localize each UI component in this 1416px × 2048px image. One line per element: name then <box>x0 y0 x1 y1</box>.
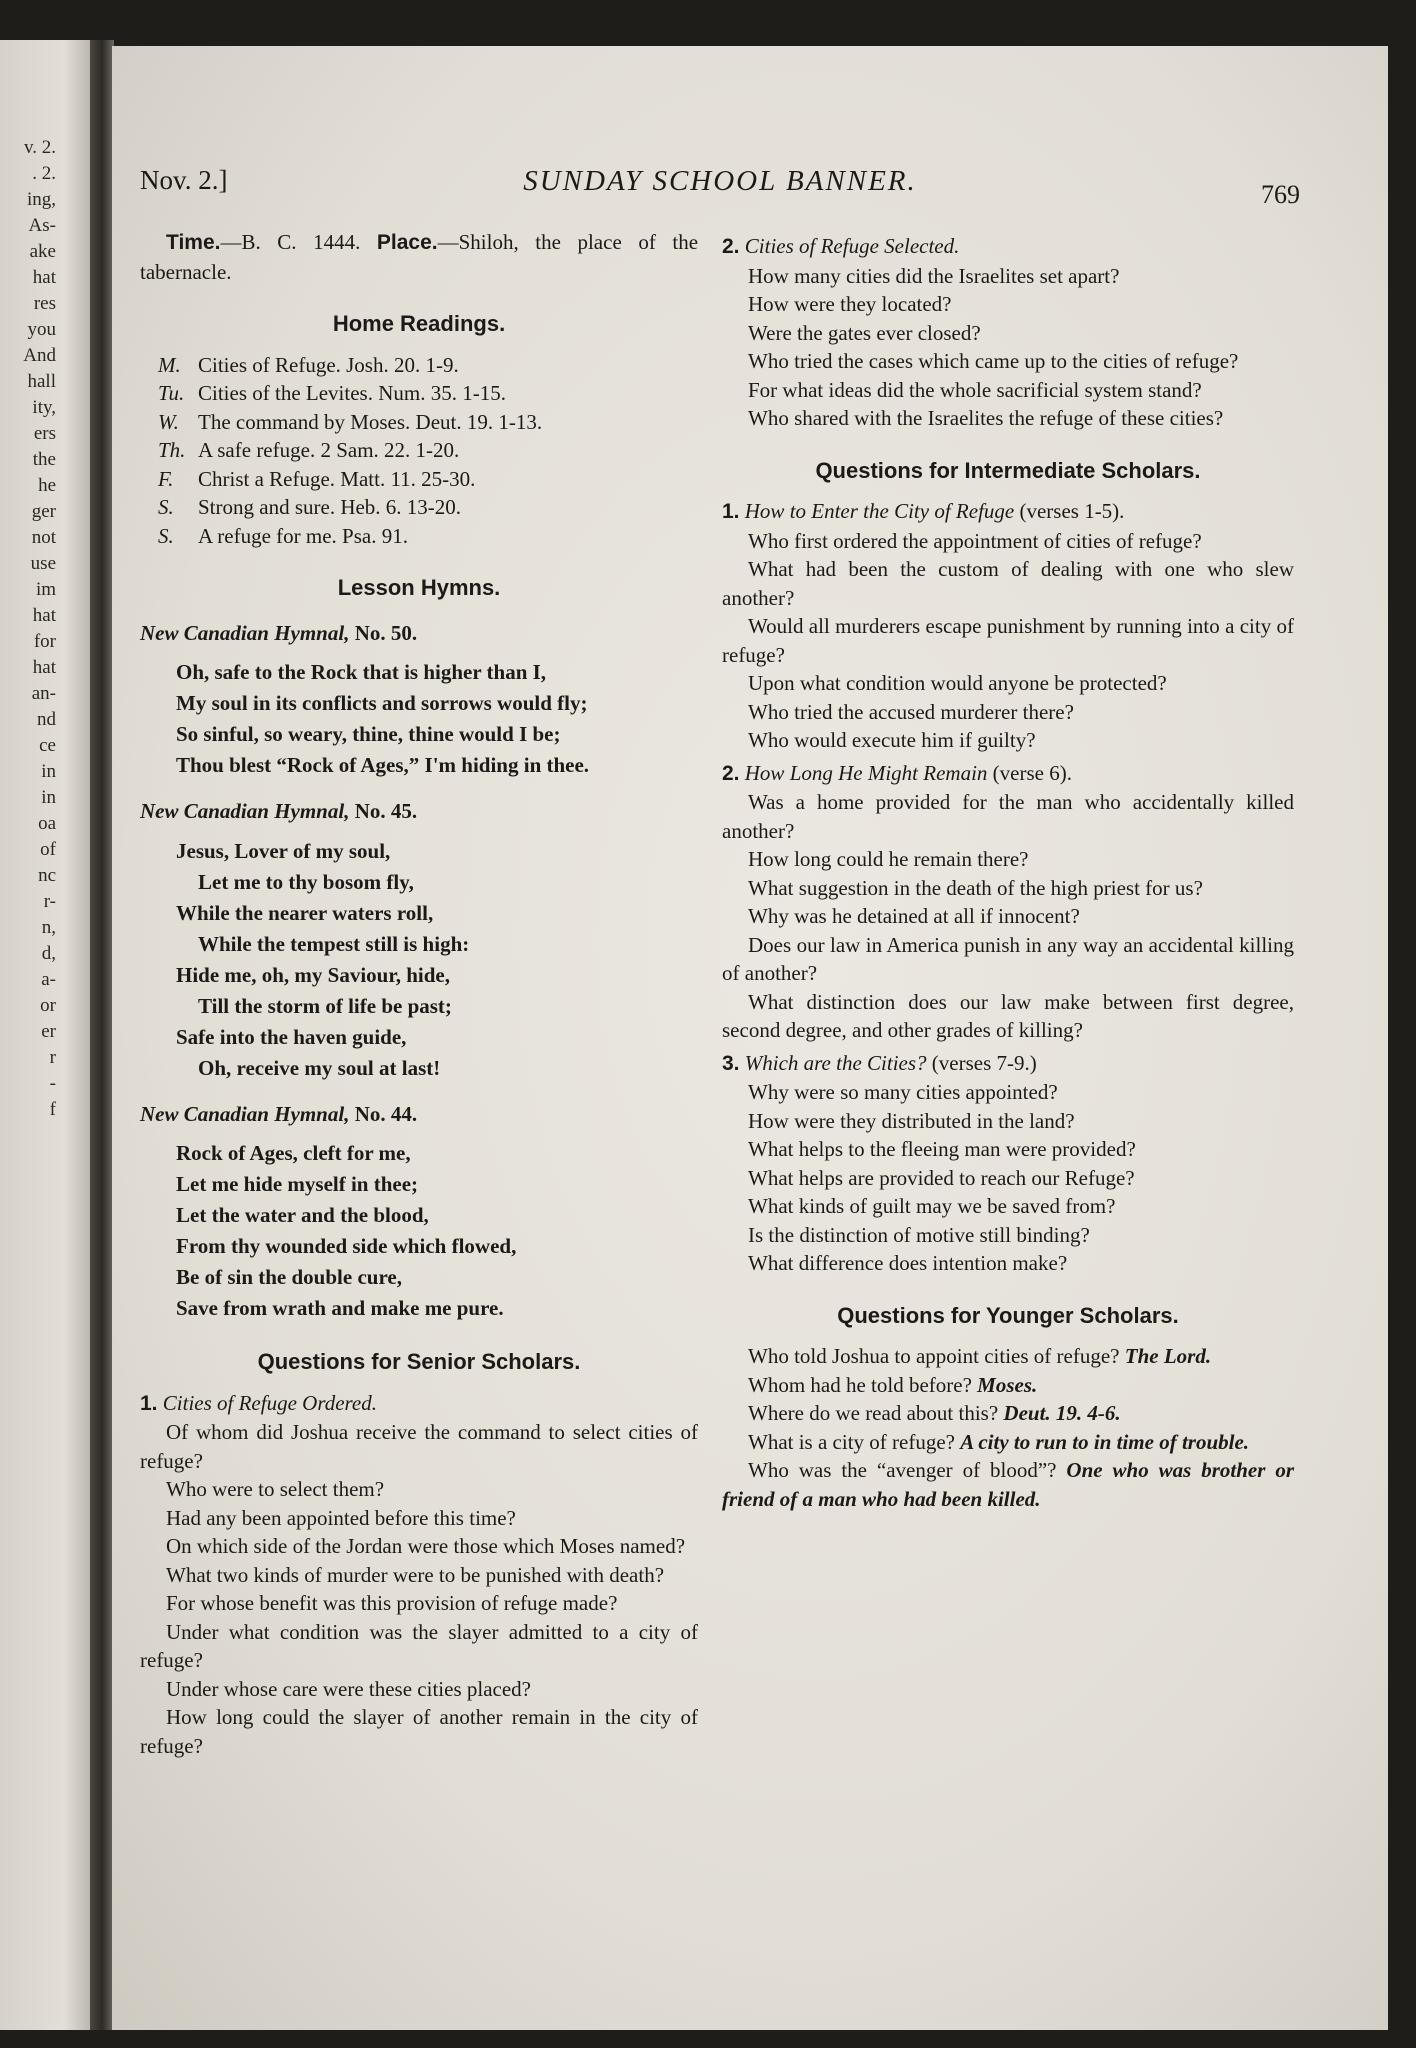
hymn-line: My soul in its conflicts and sorrows would fly; <box>176 691 588 715</box>
section-verses: (verse 6). <box>992 760 1072 785</box>
previous-page-fragment: he <box>38 475 56 496</box>
previous-page-fragment: a- <box>41 969 56 990</box>
section-number: 2. <box>722 761 740 785</box>
reading-text: The command by Moses. Deut. 19. 1-13. <box>198 409 543 434</box>
hymn-line: Be of sin the double cure, <box>176 1265 402 1289</box>
hymn-line: Save from wrath and make me pure. <box>176 1296 504 1320</box>
question: On which side of the Jordan were those which Moses named? <box>166 1534 686 1558</box>
senior-scholars-heading: Questions for Senior Scholars. <box>257 1349 581 1374</box>
hymn-number: No. 50. <box>354 620 418 645</box>
hymn-line: Jesus, Lover of my soul, <box>176 838 391 863</box>
section-title: How to Enter the City of Refuge <box>744 499 1015 523</box>
previous-page-fragment: And <box>23 345 56 366</box>
place-text: —Shiloh, the place of the tabernacle. <box>140 230 699 284</box>
senior-section-1-questions <box>140 1418 698 1760</box>
younger-question-answer <box>722 1456 1294 1513</box>
answer-text: Deut. 19. 4-6. <box>1003 1401 1121 1425</box>
previous-page-fragment: oa <box>38 813 56 834</box>
previous-page-fragment: ake <box>29 241 56 262</box>
question: What kinds of guilt may we be saved from? <box>748 1194 1116 1218</box>
question-text: Who was the “avenger of blood”? <box>748 1458 1057 1482</box>
previous-page-fragment: in <box>41 761 56 782</box>
younger-question-answer <box>722 1428 1294 1457</box>
previous-page-fragment: im <box>35 579 56 600</box>
previous-page-fragment: . 2. <box>32 163 56 184</box>
previous-page-fragment: hall <box>27 371 56 392</box>
hymn-number: No. 44. <box>354 1101 418 1126</box>
hymn-source-name: New Canadian Hymnal, <box>140 1101 350 1126</box>
previous-page-fragment: an- <box>31 683 56 704</box>
previous-page-fragment: n, <box>41 917 56 938</box>
question: What two kinds of murder were to be punished with death? <box>166 1562 665 1587</box>
header-date: Nov. 2.] <box>140 165 228 195</box>
hymn-line: While the nearer waters roll, <box>176 900 434 925</box>
question: For whose benefit was this provision of refuge made? <box>166 1591 618 1615</box>
question-text: Who told Joshua to appoint cities of refuge? <box>748 1344 1120 1368</box>
section-title: Which are the Cities? <box>744 1050 927 1075</box>
younger-scholars-heading: Questions for Younger Scholars. <box>837 1302 1179 1328</box>
home-readings-list <box>140 351 698 551</box>
previous-page-fragment: - <box>49 1073 56 1094</box>
previous-page-fragment: ce <box>39 735 56 756</box>
question-text: Whom had he told before? <box>748 1372 972 1397</box>
question: What suggestion in the death of the high priest for us? <box>748 875 1203 900</box>
intermediate-section-heading <box>722 497 1294 527</box>
intermediate-section-heading <box>722 1049 1294 1079</box>
page-header <box>140 165 1300 213</box>
hymn-line: Let the water and the blood, <box>176 1203 429 1227</box>
home-reading-item <box>140 436 698 465</box>
question: Who were to select them? <box>166 1477 385 1501</box>
hymn-line: So sinful, so weary, thine, thine would I be; <box>176 722 561 746</box>
time-text: —B. C. 1444. <box>220 230 361 254</box>
previous-page-fragment: not <box>31 527 56 548</box>
hymn-line: Let me to thy bosom fly, <box>198 869 414 894</box>
younger-question-answer <box>722 1399 1294 1428</box>
previous-page-fragment: d, <box>41 943 56 964</box>
previous-page-fragment: r <box>49 1047 56 1068</box>
hymn-line: Hide me, oh, my Saviour, hide, <box>176 962 451 987</box>
reading-text: Cities of the Levites. Num. 35. 1-15. <box>198 381 506 405</box>
previous-page-fragment: ity, <box>32 397 56 418</box>
reading-day: S. <box>158 523 174 548</box>
question: Is the distinction of motive still binding? <box>748 1222 1090 1247</box>
question: Who tried the accused murderer there? <box>748 699 1074 724</box>
hymn-line: Rock of Ages, cleft for me, <box>176 1141 411 1165</box>
hymn-number: No. 45. <box>354 799 418 823</box>
time-place-line <box>140 228 698 286</box>
previous-page-fragment: ers <box>33 423 56 444</box>
hymn-source <box>140 1100 698 1129</box>
home-reading-item <box>140 522 698 551</box>
senior-section-2-number: 2. <box>722 235 740 258</box>
question: Under whose care were these cities placed? <box>166 1676 531 1701</box>
answer-text: A city to run to in time of trouble. <box>960 1429 1250 1454</box>
question: Who would execute him if guilty? <box>748 728 1036 752</box>
hymn-line: Thou blest “Rock of Ages,” I'm hiding in thee. <box>176 753 590 777</box>
lesson-hymns <box>140 619 698 1325</box>
younger-question-answer <box>722 1342 1294 1371</box>
question: What distinction does our law make between first degree, second degree, and other grades of killing? <box>722 989 1294 1042</box>
home-reading-item <box>140 465 698 494</box>
reading-text: Christ a Refuge. Matt. 11. 25-30. <box>198 466 476 491</box>
senior-section-1-heading <box>140 1389 698 1419</box>
question-text: What is a city of refuge? <box>748 1429 955 1454</box>
previous-page-fragment: er <box>41 1021 56 1042</box>
question: For what ideas did the whole sacrificial system stand? <box>748 377 1202 402</box>
section-number: 3. <box>722 1051 740 1075</box>
question: What difference does intention make? <box>748 1251 1068 1275</box>
previous-page-fragment: ger <box>31 501 56 522</box>
hymn-line: While the tempest still is high: <box>198 931 470 956</box>
previous-page-fragments <box>0 135 56 1123</box>
answer-text: One who was brother or friend of a man who had been killed. <box>722 1458 1294 1511</box>
reading-text: Cities of Refuge. Josh. 20. 1-9. <box>198 352 459 377</box>
reading-day: M. <box>158 352 181 377</box>
senior-section-2-questions <box>722 262 1294 433</box>
previous-page-edge <box>0 40 92 2030</box>
page-number: 769 <box>1261 180 1300 209</box>
time-label: Time. <box>166 231 221 254</box>
hymn-verse <box>176 657 698 781</box>
reading-day: Th. <box>158 438 186 462</box>
previous-page-fragment: hat <box>32 605 56 626</box>
header-title: SUNDAY SCHOOL BANNER. <box>523 165 917 197</box>
section-title: How Long He Might Remain <box>744 760 988 785</box>
senior-section-2-heading <box>722 232 1294 262</box>
answer-text: Moses. <box>977 1372 1038 1397</box>
previous-page-fragment: nc <box>38 865 56 886</box>
home-reading-item <box>140 351 698 380</box>
question: Of whom did Joshua receive the command to select cities of refuge? <box>140 1420 698 1473</box>
hymn-line: From thy wounded side which flowed, <box>176 1234 517 1258</box>
book-gutter <box>90 40 114 2030</box>
previous-page-fragment: f <box>49 1099 56 1120</box>
reading-day: W. <box>158 409 179 434</box>
previous-page-fragment: r- <box>43 891 56 912</box>
question: Does our law in America punish in any way an accidental killing of another? <box>722 932 1294 985</box>
home-readings-heading: Home Readings. <box>332 311 506 336</box>
hymn-line: Safe into the haven guide, <box>176 1024 407 1049</box>
question: Who first ordered the appointment of cities of refuge? <box>748 528 1202 553</box>
home-reading-item <box>140 408 698 437</box>
place-label: Place. <box>376 231 438 254</box>
hymn-verse <box>176 1138 698 1324</box>
intermediate-sections <box>722 497 1294 1278</box>
question: How many cities did the Israelites set apart? <box>748 263 1120 288</box>
answer-text: The Lord. <box>1124 1344 1212 1368</box>
reading-day: S. <box>158 495 174 519</box>
question: Why were so many cities appointed? <box>748 1080 1058 1104</box>
previous-page-fragment: in <box>41 787 56 808</box>
question: Would all murderers escape punishment by running into a city of refuge? <box>722 614 1294 667</box>
previous-page-fragment: the <box>32 449 56 470</box>
section-number: 1. <box>722 500 740 523</box>
previous-page-fragment: ing, <box>26 189 56 210</box>
previous-page-fragment: v. 2. <box>23 137 56 158</box>
question: How were they located? <box>748 292 952 316</box>
younger-question-answer <box>722 1371 1294 1400</box>
previous-page-fragment: As- <box>28 215 56 236</box>
hymn-source <box>140 619 698 648</box>
section-verses: (verses 7-9.) <box>931 1050 1037 1075</box>
previous-page-fragment: nd <box>37 709 56 730</box>
reading-day: F. <box>158 466 174 491</box>
lesson-hymns-heading: Lesson Hymns. <box>337 575 501 600</box>
previous-page-fragment: for <box>33 631 56 652</box>
hymn-source-name: New Canadian Hymnal, <box>140 620 350 645</box>
hymn-source <box>140 797 698 826</box>
hymn-source-name: New Canadian Hymnal, <box>140 799 350 823</box>
previous-page-fragment: hat <box>32 657 56 678</box>
reading-text: A refuge for me. Psa. 91. <box>198 523 408 548</box>
question-text: Where do we read about this? <box>748 1401 999 1425</box>
previous-page-fragment: or <box>40 995 56 1016</box>
hymn-verse <box>176 836 698 1084</box>
senior-section-2-title: Cities of Refuge Selected. <box>744 234 960 258</box>
question: Upon what condition would anyone be protected? <box>748 671 1167 695</box>
home-reading-item <box>140 379 698 408</box>
previous-page-fragment: you <box>27 319 56 340</box>
question: Had any been appointed before this time? <box>166 1505 516 1530</box>
question: What helps are provided to reach our Refuge? <box>748 1165 1135 1190</box>
question: How long could he remain there? <box>748 847 1029 871</box>
reading-day: Tu. <box>158 381 185 405</box>
hymn-line: Let me hide myself in thee; <box>176 1172 419 1196</box>
question: What helps to the fleeing man were provided? <box>748 1137 1136 1161</box>
home-reading-item <box>140 493 698 522</box>
question: Why was he detained at all if innocent? <box>748 904 1080 928</box>
hymn-line: Oh, safe to the Rock that is higher than I, <box>176 660 547 684</box>
question: Was a home provided for the man who accidentally killed another? <box>722 790 1294 843</box>
intermediate-section-heading <box>722 759 1294 789</box>
previous-page-fragment: of <box>40 839 56 860</box>
intermediate-scholars-heading: Questions for Intermediate Scholars. <box>815 457 1201 483</box>
previous-page-fragment: hat <box>32 267 56 288</box>
left-column <box>140 228 698 1760</box>
previous-page-fragment: use <box>30 553 56 574</box>
reading-text: Strong and sure. Heb. 6. 13-20. <box>198 495 462 519</box>
question: Who shared with the Israelites the refuge of these cities? <box>748 406 1224 430</box>
question: Were the gates ever closed? <box>748 320 981 345</box>
question: How long could the slayer of another remain in the city of refuge? <box>140 1705 698 1758</box>
previous-page-fragment: res <box>33 293 56 314</box>
younger-questions <box>722 1342 1294 1513</box>
question: Under what condition was the slayer admitted to a city of refuge? <box>140 1619 698 1672</box>
reading-text: A safe refuge. 2 Sam. 22. 1-20. <box>198 438 460 462</box>
question: What had been the custom of dealing with one who slew another? <box>722 557 1294 610</box>
hymn-line: Till the storm of life be past; <box>198 993 452 1018</box>
question: How were they distributed in the land? <box>748 1108 1075 1133</box>
hymn-line: Oh, receive my soul at last! <box>198 1055 441 1080</box>
senior-section-1-number: 1. <box>140 1391 158 1415</box>
section-verses: (verses 1-5). <box>1019 499 1125 523</box>
right-column <box>722 228 1294 1513</box>
question: Who tried the cases which came up to the cities of refuge? <box>748 349 1239 373</box>
senior-section-1-title: Cities of Refuge Ordered. <box>162 1390 378 1415</box>
